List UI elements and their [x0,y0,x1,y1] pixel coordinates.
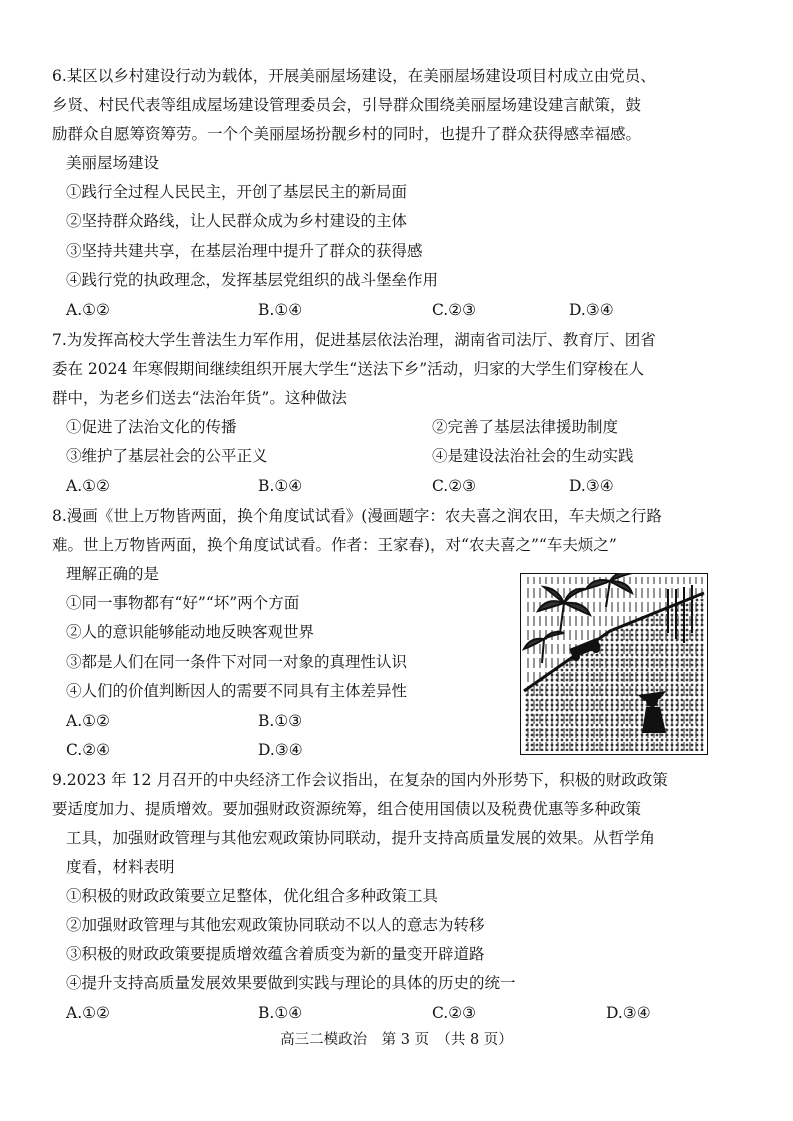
q6-stem-line-4: 美丽屋场建设 [66,154,160,172]
q7-item-2: ②完善了基层法律援助制度 [432,418,619,436]
q8-option-b: B.①③ [258,712,303,730]
q9-stem-line-3: 工具，加强财政管理与其他宏观政策协同联动，提升支持高质量发展的效果。从哲学角 [66,829,656,847]
q6-option-b: B.①④ [258,301,303,319]
cartoon-illustration [520,573,708,755]
q9-stem-line-4: 度看，材料表明 [66,858,175,876]
q6-option-d: D.③④ [569,301,614,319]
q9-item-2: ②加强财政管理与其他宏观政策协同联动不以人的意志为转移 [66,916,485,934]
q6-stem-line-3: 励群众自愿筹资筹劳。一个个美丽屋场扮靓乡村的同时，也提升了群众获得感幸福感。 [52,125,642,143]
q7-option-c: C.②③ [432,477,477,495]
q6-option-c: C.②③ [432,301,477,319]
q8-stem-line-2: 难。世上万物皆两面，换个角度试试看。作者：王家春)，对“农夫喜之”“车夫烦之” [52,536,617,554]
q6-item-3: ③坚持共建共享，在基层治理中提升了群众的获得感 [66,242,423,260]
q7-item-1: ①促进了法治文化的传播 [66,418,237,436]
q6-item-1: ①践行全过程人民民主，开创了基层民主的新局面 [66,183,408,201]
q6-stem-line-1: 6.某区以乡村建设行动为载体，开展美丽屋场建设，在美丽屋场建设项目村成立由党员、 [52,67,656,85]
q7-stem-line-1: 7.为发挥高校大学生普法生力军作用，促进基层依法治理，湖南省司法厅、教育厅、团省 [52,331,656,349]
q8-item-3: ③都是人们在同一条件下对同一对象的真理性认识 [66,653,408,671]
q9-stem-line-1: 9.2023 年 12 月召开的中央经济工作会议指出，在复杂的国内外形势下，积极的财政政策 [52,771,668,789]
q8-option-c: C.②④ [66,741,111,759]
q7-option-b: B.①④ [258,477,303,495]
q7-item-4: ④是建设法治社会的生动实践 [432,447,634,465]
q7-item-3: ③维护了基层社会的公平正义 [66,447,268,465]
page-footer: 高三二模政治 第 3 页 （共 8 页） [280,1032,513,1048]
q8-item-1: ①同一事物都有“好”“坏”两个方面 [66,594,300,612]
q8-stem-line-3: 理解正确的是 [66,565,160,583]
q7-stem-line-2: 委在 2024 年寒假期间继续组织开展大学生“送法下乡”活动，归家的大学生们穿梭在人 [52,360,645,378]
q8-item-4: ④人们的价值判断因人的需要不同具有主体差异性 [66,682,408,700]
q7-option-d: D.③④ [569,477,614,495]
q6-stem-line-2: 乡贤、村民代表等组成屋场建设管理委员会，引导群众围绕美丽屋场建设建言献策，鼓 [52,96,642,114]
q7-stem-line-3: 群中，为老乡们送去“法治年货”。这种做法 [52,389,347,407]
q7-option-a: A.①② [66,477,110,495]
q9-item-1: ①积极的财政政策要立足整体，优化组合多种政策工具 [66,887,439,905]
q8-stem-line-1: 8.漫画《世上万物皆两面，换个角度试试看》(漫画题字：农夫喜之润农田，车夫烦之行路 [52,507,662,525]
q9-option-c: C.②③ [432,1004,477,1022]
q8-option-a: A.①② [66,712,110,730]
q9-option-b: B.①④ [258,1004,303,1022]
q9-stem-line-2: 要适度加力、提质增效。要加强财政资源统筹，组合使用国债以及税费优惠等多种政策 [52,800,642,818]
q9-option-d: D.③④ [606,1004,651,1022]
q6-option-a: A.①② [66,301,110,319]
q9-item-4: ④提升支持高质量发展效果要做到实践与理论的具体的历史的统一 [66,974,516,992]
q6-item-2: ②坚持群众路线，让人民群众成为乡村建设的主体 [66,212,408,230]
q8-item-2: ②人的意识能够能动地反映客观世界 [66,623,315,641]
q9-option-a: A.①② [66,1004,110,1022]
q9-item-3: ③积极的财政政策要提质增效蕴含着质变为新的量变开辟道路 [66,945,485,963]
q6-item-4: ④践行党的执政理念，发挥基层党组织的战斗堡垒作用 [66,271,439,289]
q8-option-d: D.③④ [258,741,303,759]
